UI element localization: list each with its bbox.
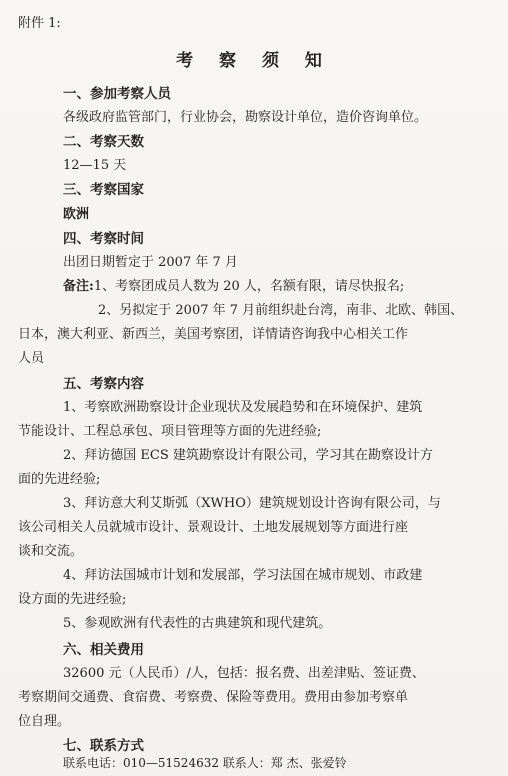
section-6-line-3: 位自理。	[18, 714, 71, 729]
section-3-heading: 三、考察国家	[63, 182, 144, 198]
section-4-note-label: 备注:	[63, 279, 94, 294]
section-5-heading: 五、考察内容	[63, 376, 144, 392]
section-4-note-2-line-2: 日本，澳大利亚、新西兰，美国考察团，详情请咨询我中心相关工作	[18, 327, 409, 342]
document-title: 考 察 须 知	[176, 51, 332, 71]
section-5-item-3-line-2: 该公司相关人员就城市设计、景观设计、土地发展规划等方面进行座	[18, 520, 409, 535]
section-3-text: 欧洲	[63, 207, 90, 222]
section-4-note-2-line-3: 人员	[18, 351, 45, 366]
section-6-line-2: 考察期间交通费、食宿费、考察费、保险等费用。费用由参加考察单	[18, 690, 409, 705]
section-4-heading: 四、考察时间	[63, 231, 144, 247]
section-6-line-1: 32600 元（人民币）/人，包括：报名费、出差津贴、签证费、	[63, 666, 425, 681]
section-5-item-2-line-1: 2、拜访德国 ECS 建筑勘察设计有限公司，学习其在勘察设计方	[63, 448, 433, 463]
section-4-note-1: 1、考察团成员人数为 20 人，名额有限，请尽快报名;	[93, 279, 405, 294]
section-6-heading: 六、相关费用	[63, 642, 144, 658]
section-4-note-line-1	[63, 275, 404, 294]
section-1-text: 各级政府监管部门，行业协会，勘察设计单位，造价咨询单位。	[63, 110, 428, 125]
section-2-text: 12—15 天	[63, 158, 127, 173]
section-5-item-4-line-2: 设方面的先进经验;	[18, 592, 127, 607]
section-5-item-1-line-1: 1、考察欧洲勘察设计企业现状及发展趋势和在环境保护、建筑	[63, 400, 423, 415]
section-4-note-2-line-1: 2、另拟定于 2007 年 7 月前组织赴台湾，南非、北欧、韩国、	[98, 303, 464, 318]
section-2-heading: 二、考察天数	[63, 134, 144, 150]
section-4-text: 出团日期暂定于 2007 年 7 月	[63, 255, 238, 270]
section-5-item-2-line-2: 面的先进经验;	[18, 472, 101, 487]
attachment-label: 附件 1:	[18, 16, 61, 31]
section-5-item-5-line-1: 5、参观欧洲有代表性的古典建筑和现代建筑。	[63, 616, 332, 631]
section-5-item-1-line-2: 节能设计、工程总承包、项目管理等方面的先进经验;	[18, 424, 322, 439]
section-7-phone: 联系电话：010—51524632 联系人：郑 杰、张爱铃	[63, 756, 347, 770]
section-5-item-4-line-1: 4、拜访法国城市计划和发展部，学习法国在城市规划、市政建	[63, 568, 423, 583]
section-5-item-3-line-3: 谈和交流。	[18, 544, 84, 559]
section-1-heading: 一、参加考察人员	[63, 86, 171, 102]
section-7-heading: 七、联系方式	[63, 738, 144, 754]
section-5-item-3-line-1: 3、拜访意大利艾斯弧（XWHO）建筑规划设计咨询有限公司，与	[63, 496, 441, 511]
